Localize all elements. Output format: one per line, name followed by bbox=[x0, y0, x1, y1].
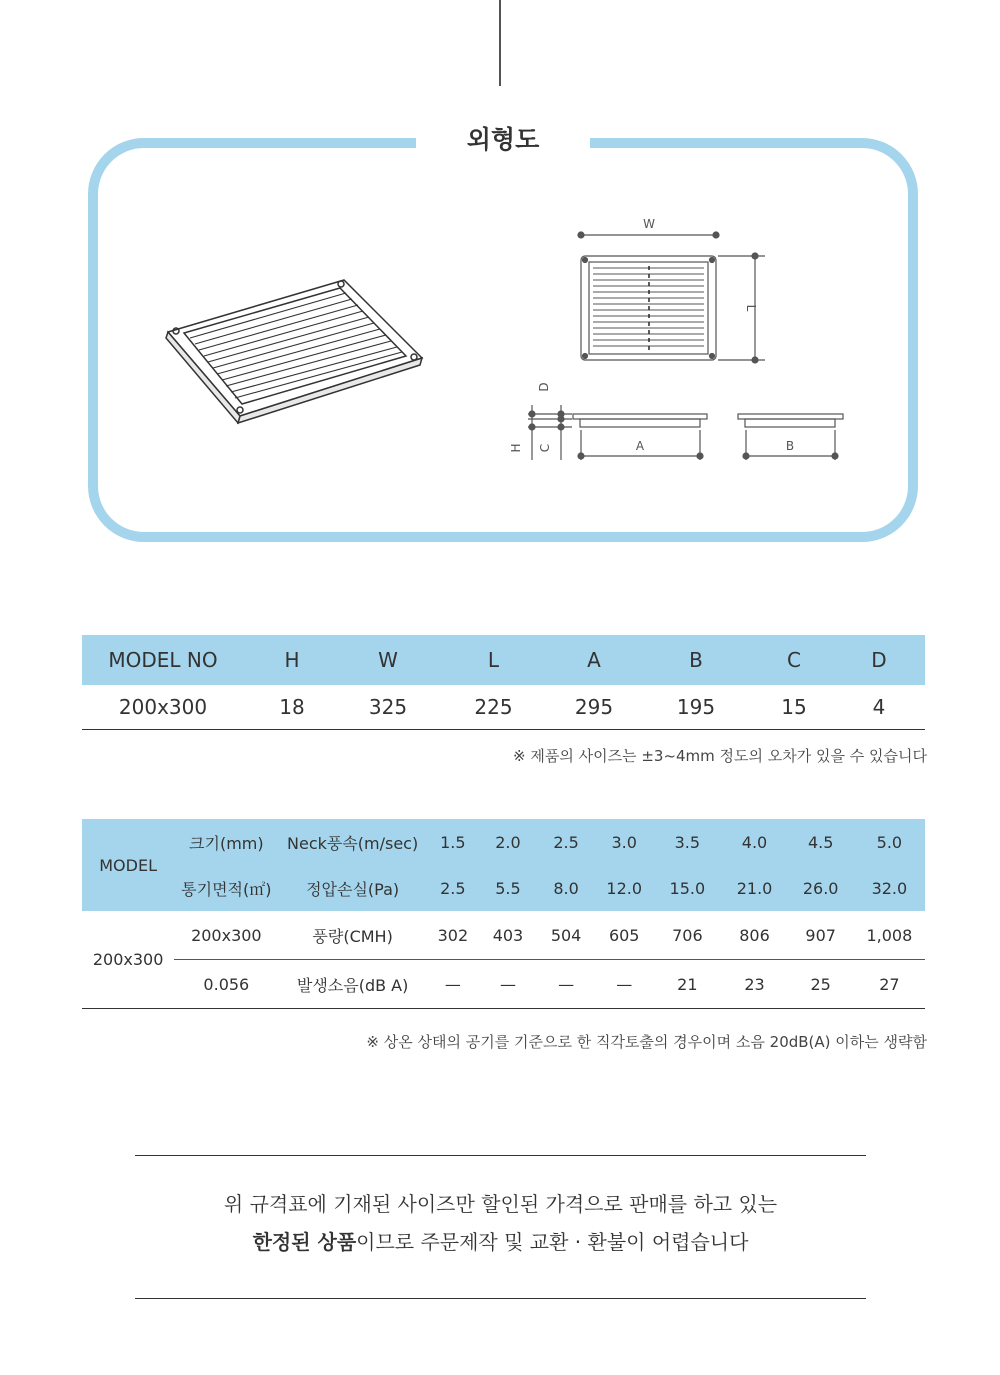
header-size: 크기(mm) bbox=[174, 819, 278, 865]
measurement-condition-note: ※ 상온 상태의 공기를 기준으로 한 직각토출의 경우이며 소음 20dB(A) 이하는 생략함 bbox=[366, 1033, 927, 1051]
neck-speed-value: 1.5 bbox=[427, 819, 479, 865]
cell-l: 225 bbox=[436, 685, 551, 730]
noise-value: 25 bbox=[788, 960, 854, 1009]
table-header-row bbox=[82, 635, 925, 685]
product-isometric-image bbox=[166, 280, 422, 423]
neck-speed-value: 4.0 bbox=[721, 819, 787, 865]
cell-w: 325 bbox=[340, 685, 436, 730]
dim-label-c: C bbox=[538, 443, 552, 453]
front-view-drawing bbox=[578, 232, 765, 363]
product-diagram bbox=[0, 0, 1000, 560]
perf-header-row-2 bbox=[82, 865, 925, 911]
table-row bbox=[82, 960, 925, 1009]
header-b: B bbox=[637, 635, 755, 685]
neck-speed-value: 3.0 bbox=[595, 819, 653, 865]
section-title: 외형도 bbox=[466, 125, 540, 154]
dimension-spec-table bbox=[82, 635, 925, 730]
header-d: D bbox=[833, 635, 925, 685]
header-c: C bbox=[755, 635, 833, 685]
airflow-value: 806 bbox=[721, 911, 787, 960]
pressure-loss-value: 8.0 bbox=[537, 865, 595, 911]
cell-c: 15 bbox=[755, 685, 833, 730]
neck-speed-value: 3.5 bbox=[653, 819, 721, 865]
cell-size: 200x300 bbox=[174, 911, 278, 960]
airflow-value: 504 bbox=[537, 911, 595, 960]
cell-model-no: 200x300 bbox=[82, 685, 244, 730]
noise-value: — bbox=[479, 960, 537, 1009]
noise-value: 21 bbox=[653, 960, 721, 1009]
airflow-value: 706 bbox=[653, 911, 721, 960]
neck-speed-value: 2.0 bbox=[479, 819, 537, 865]
header-area: 통기면적(㎡) bbox=[174, 865, 278, 911]
performance-table bbox=[82, 819, 925, 1009]
noise-value: 27 bbox=[854, 960, 925, 1009]
table-row bbox=[82, 685, 925, 730]
noise-value: — bbox=[595, 960, 653, 1009]
header-w: W bbox=[340, 635, 436, 685]
pressure-loss-value: 26.0 bbox=[788, 865, 854, 911]
pressure-loss-value: 15.0 bbox=[653, 865, 721, 911]
airflow-value: 403 bbox=[479, 911, 537, 960]
table-row bbox=[82, 911, 925, 960]
side-view-drawing bbox=[528, 405, 843, 460]
footer-notice-line1: 위 규격표에 기재된 사이즈만 할인된 가격으로 판매를 하고 있는 bbox=[223, 1192, 778, 1216]
airflow-value: 907 bbox=[788, 911, 854, 960]
dim-label-h: H bbox=[509, 443, 523, 453]
airflow-value: 605 bbox=[595, 911, 653, 960]
dim-label-d: D bbox=[537, 382, 551, 392]
noise-value: 23 bbox=[721, 960, 787, 1009]
footer-notice-line2 bbox=[135, 1228, 866, 1256]
pressure-loss-value: 5.5 bbox=[479, 865, 537, 911]
header-h: H bbox=[244, 635, 340, 685]
noise-value: — bbox=[537, 960, 595, 1009]
cell-h: 18 bbox=[244, 685, 340, 730]
header-pressure-loss: 정압손실(Pa) bbox=[278, 865, 426, 911]
neck-speed-value: 4.5 bbox=[788, 819, 854, 865]
footer-divider-bottom bbox=[135, 1298, 866, 1299]
pressure-loss-value: 32.0 bbox=[854, 865, 925, 911]
cell-area: 0.056 bbox=[174, 960, 278, 1009]
perf-header-row-1 bbox=[82, 819, 925, 865]
cell-d: 4 bbox=[833, 685, 925, 730]
dim-label-b: B bbox=[785, 439, 795, 453]
pressure-loss-value: 2.5 bbox=[427, 865, 479, 911]
pressure-loss-value: 12.0 bbox=[595, 865, 653, 911]
noise-label: 발생소음(dB A) bbox=[278, 960, 426, 1009]
footer-divider-top bbox=[135, 1155, 866, 1156]
cell-a: 295 bbox=[551, 685, 637, 730]
size-tolerance-note: ※ 제품의 사이즈는 ±3~4mm 정도의 오차가 있을 수 있습니다 bbox=[513, 747, 927, 765]
header-model: MODEL bbox=[82, 819, 174, 911]
pressure-loss-value: 21.0 bbox=[721, 865, 787, 911]
header-a: A bbox=[551, 635, 637, 685]
header-l: L bbox=[436, 635, 551, 685]
header-neck-speed: Neck풍속(m/sec) bbox=[278, 819, 426, 865]
neck-speed-value: 5.0 bbox=[854, 819, 925, 865]
airflow-value: 1,008 bbox=[854, 911, 925, 960]
no-refund-text: 이므로 주문제작 및 교환 · 환불이 어렵습니다 bbox=[356, 1230, 749, 1254]
airflow-label: 풍량(CMH) bbox=[278, 911, 426, 960]
cell-b: 195 bbox=[637, 685, 755, 730]
cell-model: 200x300 bbox=[82, 911, 174, 1009]
dim-label-l: L bbox=[744, 304, 758, 312]
limited-product-text: 한정된 상품 bbox=[252, 1230, 357, 1254]
noise-value: — bbox=[427, 960, 479, 1009]
neck-speed-value: 2.5 bbox=[537, 819, 595, 865]
dim-label-w: W bbox=[643, 217, 655, 231]
airflow-value: 302 bbox=[427, 911, 479, 960]
dim-label-a: A bbox=[635, 439, 645, 453]
header-model-no: MODEL NO bbox=[82, 635, 244, 685]
